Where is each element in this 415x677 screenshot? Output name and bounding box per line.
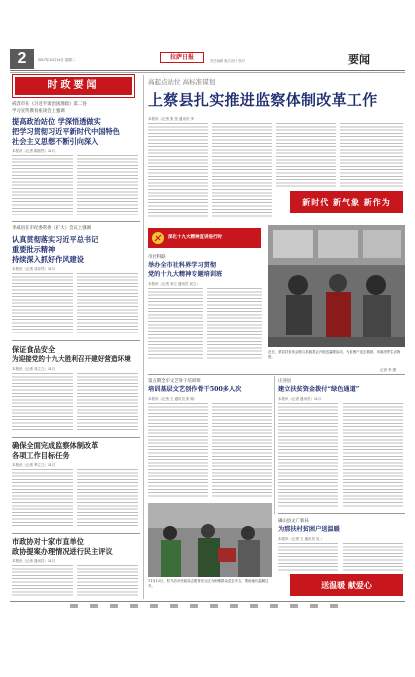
article-2-body-col-1 bbox=[12, 273, 73, 333]
divider bbox=[12, 221, 140, 222]
poverty-story-body-col-2 bbox=[343, 403, 403, 508]
culture-story-body-col-2 bbox=[212, 403, 272, 498]
second-story-title-1: 举办全市社科界学习贯彻 bbox=[148, 262, 217, 269]
culture-story-kicker: 第五期全市文艺骨干培训班 bbox=[148, 379, 201, 384]
article-5-body-col-2 bbox=[77, 565, 138, 597]
main-story-body-col-3 bbox=[276, 123, 336, 188]
article-3-title-2: 为迎接党的十九大胜利召开建好营造环境 bbox=[12, 355, 131, 363]
article-2-body-col-2 bbox=[77, 273, 138, 333]
poverty-story-title: 建立扶贫资金拨付“绿色通道” bbox=[278, 386, 360, 393]
volunteer-scene-image bbox=[148, 503, 272, 577]
article-2-title-1: 认真贯彻落实习近平总书记 bbox=[12, 235, 99, 244]
header-rule-thin bbox=[10, 72, 405, 73]
article-1-kicker: 戒容市在《习近平谈治国理政》第二卷 bbox=[12, 102, 87, 107]
winter-story-title: 为那扶村贫困户送温暖 bbox=[278, 526, 340, 533]
poverty-story-byline: 本报讯（记者 通讯员）11月 bbox=[278, 397, 322, 401]
article-5-title-2: 政协提案办理情况进行民主评议 bbox=[12, 547, 113, 556]
main-story-body-col-4 bbox=[340, 123, 403, 188]
main-story-subtitle: 高起点站位 高标准谋划 bbox=[148, 78, 216, 86]
article-2-kicker: 李咸宙在市纪委常委（扩大）会议上强调 bbox=[12, 226, 92, 231]
article-2-title-2: 重要批示精神 bbox=[12, 245, 56, 254]
promo-text: 深化十九大精神宣讲进行时 bbox=[168, 235, 222, 240]
divider bbox=[12, 340, 140, 341]
article-3-body-col-1 bbox=[12, 373, 73, 431]
main-story-body-col-2 bbox=[212, 123, 272, 218]
article-1-byline: 本报讯（记者 陈蔚然）11月 bbox=[12, 149, 56, 153]
article-2-byline: 本报讯（记者 邓亦然）11月 bbox=[12, 267, 56, 271]
article-1-body-col-1 bbox=[12, 155, 73, 215]
article-3-byline: 本报讯（记者 邓立立）11月 bbox=[12, 367, 56, 371]
article-1-title-3: 社会主义思想不断引向深入 bbox=[12, 137, 99, 146]
volunteer-photo bbox=[148, 503, 272, 577]
article-1-body-col-2 bbox=[77, 155, 138, 215]
article-5-title-1: 市政协对十家市直单位 bbox=[12, 537, 84, 546]
culture-story-byline: 本报讯（记者 王 通讯员 张 陈） bbox=[148, 397, 198, 401]
second-story-body-col-2 bbox=[207, 288, 262, 360]
second-story-byline: 本报讯（记者 李立 通讯员 邓立） bbox=[148, 282, 200, 286]
second-story-title-2: 党的十九大精神专题培训班 bbox=[148, 271, 223, 278]
winter-story-kicker: 确山县文广新局 bbox=[278, 519, 309, 524]
column-separator bbox=[143, 75, 144, 599]
article-2-title-3: 持续深入抓好作风建设 bbox=[12, 255, 84, 264]
registration-marks bbox=[70, 603, 350, 609]
main-story-byline: 本报讯（记者 张 张 通讯员 李 bbox=[148, 117, 194, 121]
divider bbox=[12, 437, 140, 438]
divider bbox=[278, 513, 405, 514]
article-1-kicker2: 学习宣传教育座谈会上强调 bbox=[12, 109, 65, 114]
section-banner: 时政要闻 bbox=[15, 77, 132, 95]
second-story-kicker: 市社科联 bbox=[148, 255, 166, 260]
volunteer-photo-caption: 11月12日，驻马店市民政局志愿者在社区为困难群众送去冬衣，帮助他们温暖过冬。 bbox=[148, 579, 269, 588]
masthead-logo: 拉萨日报 bbox=[160, 52, 204, 63]
article-3-body-col-2 bbox=[77, 373, 138, 431]
second-story-body-col-1 bbox=[148, 288, 203, 360]
poverty-story-kicker: 庄河县 bbox=[278, 379, 292, 384]
bus-scene-image bbox=[268, 225, 405, 347]
photo-credit: 记者 李 摄 bbox=[380, 368, 396, 372]
culture-story-body-col-1 bbox=[148, 403, 208, 498]
winter-story-body-col-1 bbox=[278, 543, 338, 571]
culture-story-title: 培训基层文艺创作骨干500多人次 bbox=[148, 386, 242, 393]
article-4-title-1: 确保全面完成监察体制改革 bbox=[12, 441, 99, 450]
bus-photo-caption: 近日，蔡县扶贫协会联合县慈善会开展送温暖活动，为贫困户送去棉被、米面油等生活物资。 bbox=[268, 350, 401, 359]
main-story-title: 上蔡县扎实推进监察体制改革工作 bbox=[148, 91, 378, 109]
bus-photo bbox=[268, 225, 405, 347]
header-rule bbox=[10, 70, 405, 71]
header-info: 责任编辑 版式设计 校对 bbox=[210, 59, 245, 63]
footer-marks bbox=[70, 603, 350, 610]
winter-story-body-col-2 bbox=[343, 543, 403, 571]
article-4-byline: 本报讯（记者 季立立）11月 bbox=[12, 463, 56, 467]
article-1-title-2: 把学习贯彻习近平新时代中国特色 bbox=[12, 127, 120, 136]
winter-story-byline: 本报讯（记者 王 通讯员 吴 ） bbox=[278, 537, 324, 541]
column-separator bbox=[274, 376, 275, 514]
divider bbox=[148, 374, 405, 375]
article-5-byline: 本报讯（记者 通讯员）11月 bbox=[12, 559, 56, 563]
footer-rule bbox=[10, 601, 405, 602]
poverty-story-body-col-1 bbox=[278, 403, 338, 508]
main-story-body-col-1 bbox=[148, 123, 208, 218]
page-number: 2 bbox=[10, 49, 34, 69]
article-4-body-col-2 bbox=[77, 469, 138, 527]
article-3-title-1: 保证食品安全 bbox=[12, 345, 56, 354]
article-1-title-1: 提高政治站位 学深悟透做实 bbox=[12, 117, 101, 126]
date-line: 2017年11月14日 星期二 bbox=[38, 58, 76, 62]
divider bbox=[12, 533, 140, 534]
article-4-body-col-1 bbox=[12, 469, 73, 527]
slogan-banner: 新时代 新气象 新作为 bbox=[290, 191, 403, 213]
article-5-body-col-1 bbox=[12, 565, 73, 597]
warmth-banner: 送温暖 献爱心 bbox=[290, 574, 403, 596]
article-4-title-2: 各项工作目标任务 bbox=[12, 451, 70, 460]
section-name: 要闻 bbox=[348, 54, 370, 66]
